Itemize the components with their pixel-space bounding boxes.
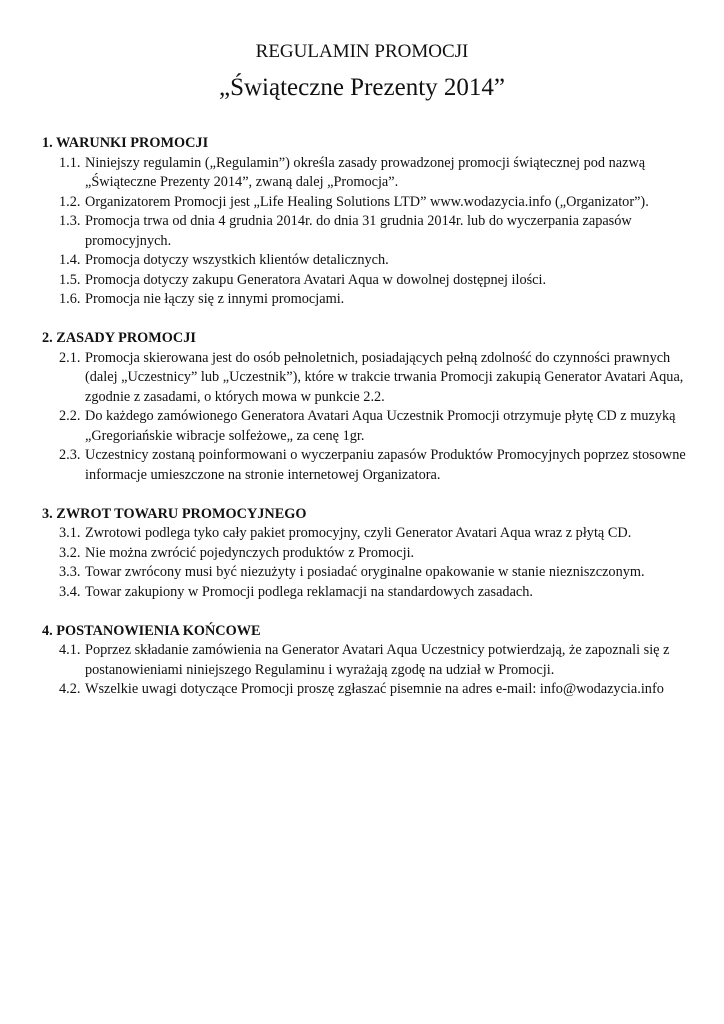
list-item (42, 641, 692, 680)
document-body (42, 134, 692, 719)
section-title: 2. ZASADY PROMOCJI (42, 330, 196, 346)
section-title: 1. WARUNKI PROMOCJI (42, 135, 209, 151)
item-text: Uczestnicy zostaną poinformowani o wyczerpaniu zapasów Produktów Promocyjnych poprzez stosowne informacje umieszczone na stronie internetowej Organizatora. (85, 447, 686, 483)
list-item (42, 290, 692, 310)
item-text: Promocja nie łączy się z innymi promocjami. (85, 291, 345, 307)
item-number: 1.5. (59, 271, 81, 288)
list-item (42, 563, 692, 583)
item-number: 2.3. (59, 447, 81, 463)
item-text: Promocja dotyczy zakupu Generatora Avatari Aqua w dowolnej dostępnej ilości. (85, 271, 547, 288)
item-number: 1.2. (59, 193, 81, 210)
section-zasady-promocji (42, 329, 692, 485)
item-text: Promocja skierowana jest do osób pełnoletnich, posiadających pełną zdolność do czynności prawnych (dalej „Uczestnicy” lub „Uczestnik”), które w trakcie trwania Promocji zakupią Generator Avatari Aqua, zgodnie z zasadami, o których mowa w punkcie 2.2. (85, 349, 684, 405)
list-item (42, 271, 692, 291)
list-item (42, 251, 692, 271)
list-item (42, 154, 692, 193)
item-text: Do każdego zamówionego Generatora Avatari Aqua Uczestnik Promocji otrzymuje płytę CD z muzyką „Gregoriańskie wibracje solfeżowe„ za cenę 1gr. (85, 408, 676, 444)
document-subtitle: „Świąteczne Prezenty 2014” (219, 74, 505, 101)
item-text: Promocja dotyczy wszystkich klientów detalicznych. (85, 252, 389, 268)
item-text: Promocja trwa od dnia 4 grudnia 2014r. do dnia 31 grudnia 2014r. lub do wyczerpania zapasów promocyjnych. (85, 213, 632, 249)
item-number: 4.2. (59, 681, 81, 697)
section-zwrot-towaru (42, 505, 692, 603)
item-text: Wszelkie uwagi dotyczące Promocji proszę zgłaszać pisemnie na adres e-mail: info@wodazycia.info (85, 681, 664, 697)
list-item (42, 407, 692, 446)
item-text: Nie można zwrócić pojedynczych produktów z Promocji. (85, 544, 415, 561)
item-number: 1.6. (59, 291, 81, 307)
section-title: 4. POSTANOWIENIA KOŃCOWE (42, 622, 261, 639)
item-number: 4.1. (59, 642, 81, 658)
list-item (42, 544, 692, 564)
item-number: 3.1. (59, 525, 81, 541)
item-number: 1.3. (59, 213, 81, 229)
item-number: 2.2. (59, 408, 81, 424)
item-text: Zwrotowi podlega tyko cały pakiet promocyjny, czyli Generator Avatari Aqua wraz z płytą CD. (85, 525, 632, 541)
list-item (42, 349, 692, 408)
item-text: Organizatorem Promocji jest „Life Healing Solutions LTD” www.wodazycia.info („Organizator”). (85, 193, 649, 210)
item-number: 3.3. (59, 564, 81, 580)
item-number: 2.1. (59, 349, 81, 366)
section-title: 3. ZWROT TOWARU PROMOCYJNEGO (42, 505, 307, 522)
list-item (42, 446, 692, 485)
list-item (42, 680, 692, 700)
item-text: Poprzez składanie zamówienia na Generator Avatari Aqua Uczestnicy potwierdzają, że zapoznali się z postanowieniami niniejszego Regulaminu i wyrażają zgodę na udział w Promocji. (85, 642, 670, 678)
list-item (42, 524, 692, 544)
list-item (42, 212, 692, 251)
section-warunki-promocji (42, 134, 692, 310)
item-number: 3.2. (59, 544, 81, 561)
item-text: Towar zwrócony musi być niezużyty i posiadać oryginalne opakowanie w stanie niezniszczonym. (85, 564, 645, 580)
list-item (42, 583, 692, 603)
section-postanowienia-koncowe (42, 622, 692, 700)
item-number: 1.1. (59, 154, 81, 171)
item-number: 1.4. (59, 252, 81, 268)
item-text: Niniejszy regulamin („Regulamin”) określa zasady prowadzonej promocji świątecznej pod nazwą „Świąteczne Prezenty 2014”, zwaną dalej „Promocja”. (85, 154, 646, 190)
item-text: Towar zakupiony w Promocji podlega reklamacji na standardowych zasadach. (85, 583, 533, 600)
item-number: 3.4. (59, 583, 81, 600)
list-item (42, 193, 692, 213)
document-title: REGULAMIN PROMOCJI (255, 41, 469, 62)
